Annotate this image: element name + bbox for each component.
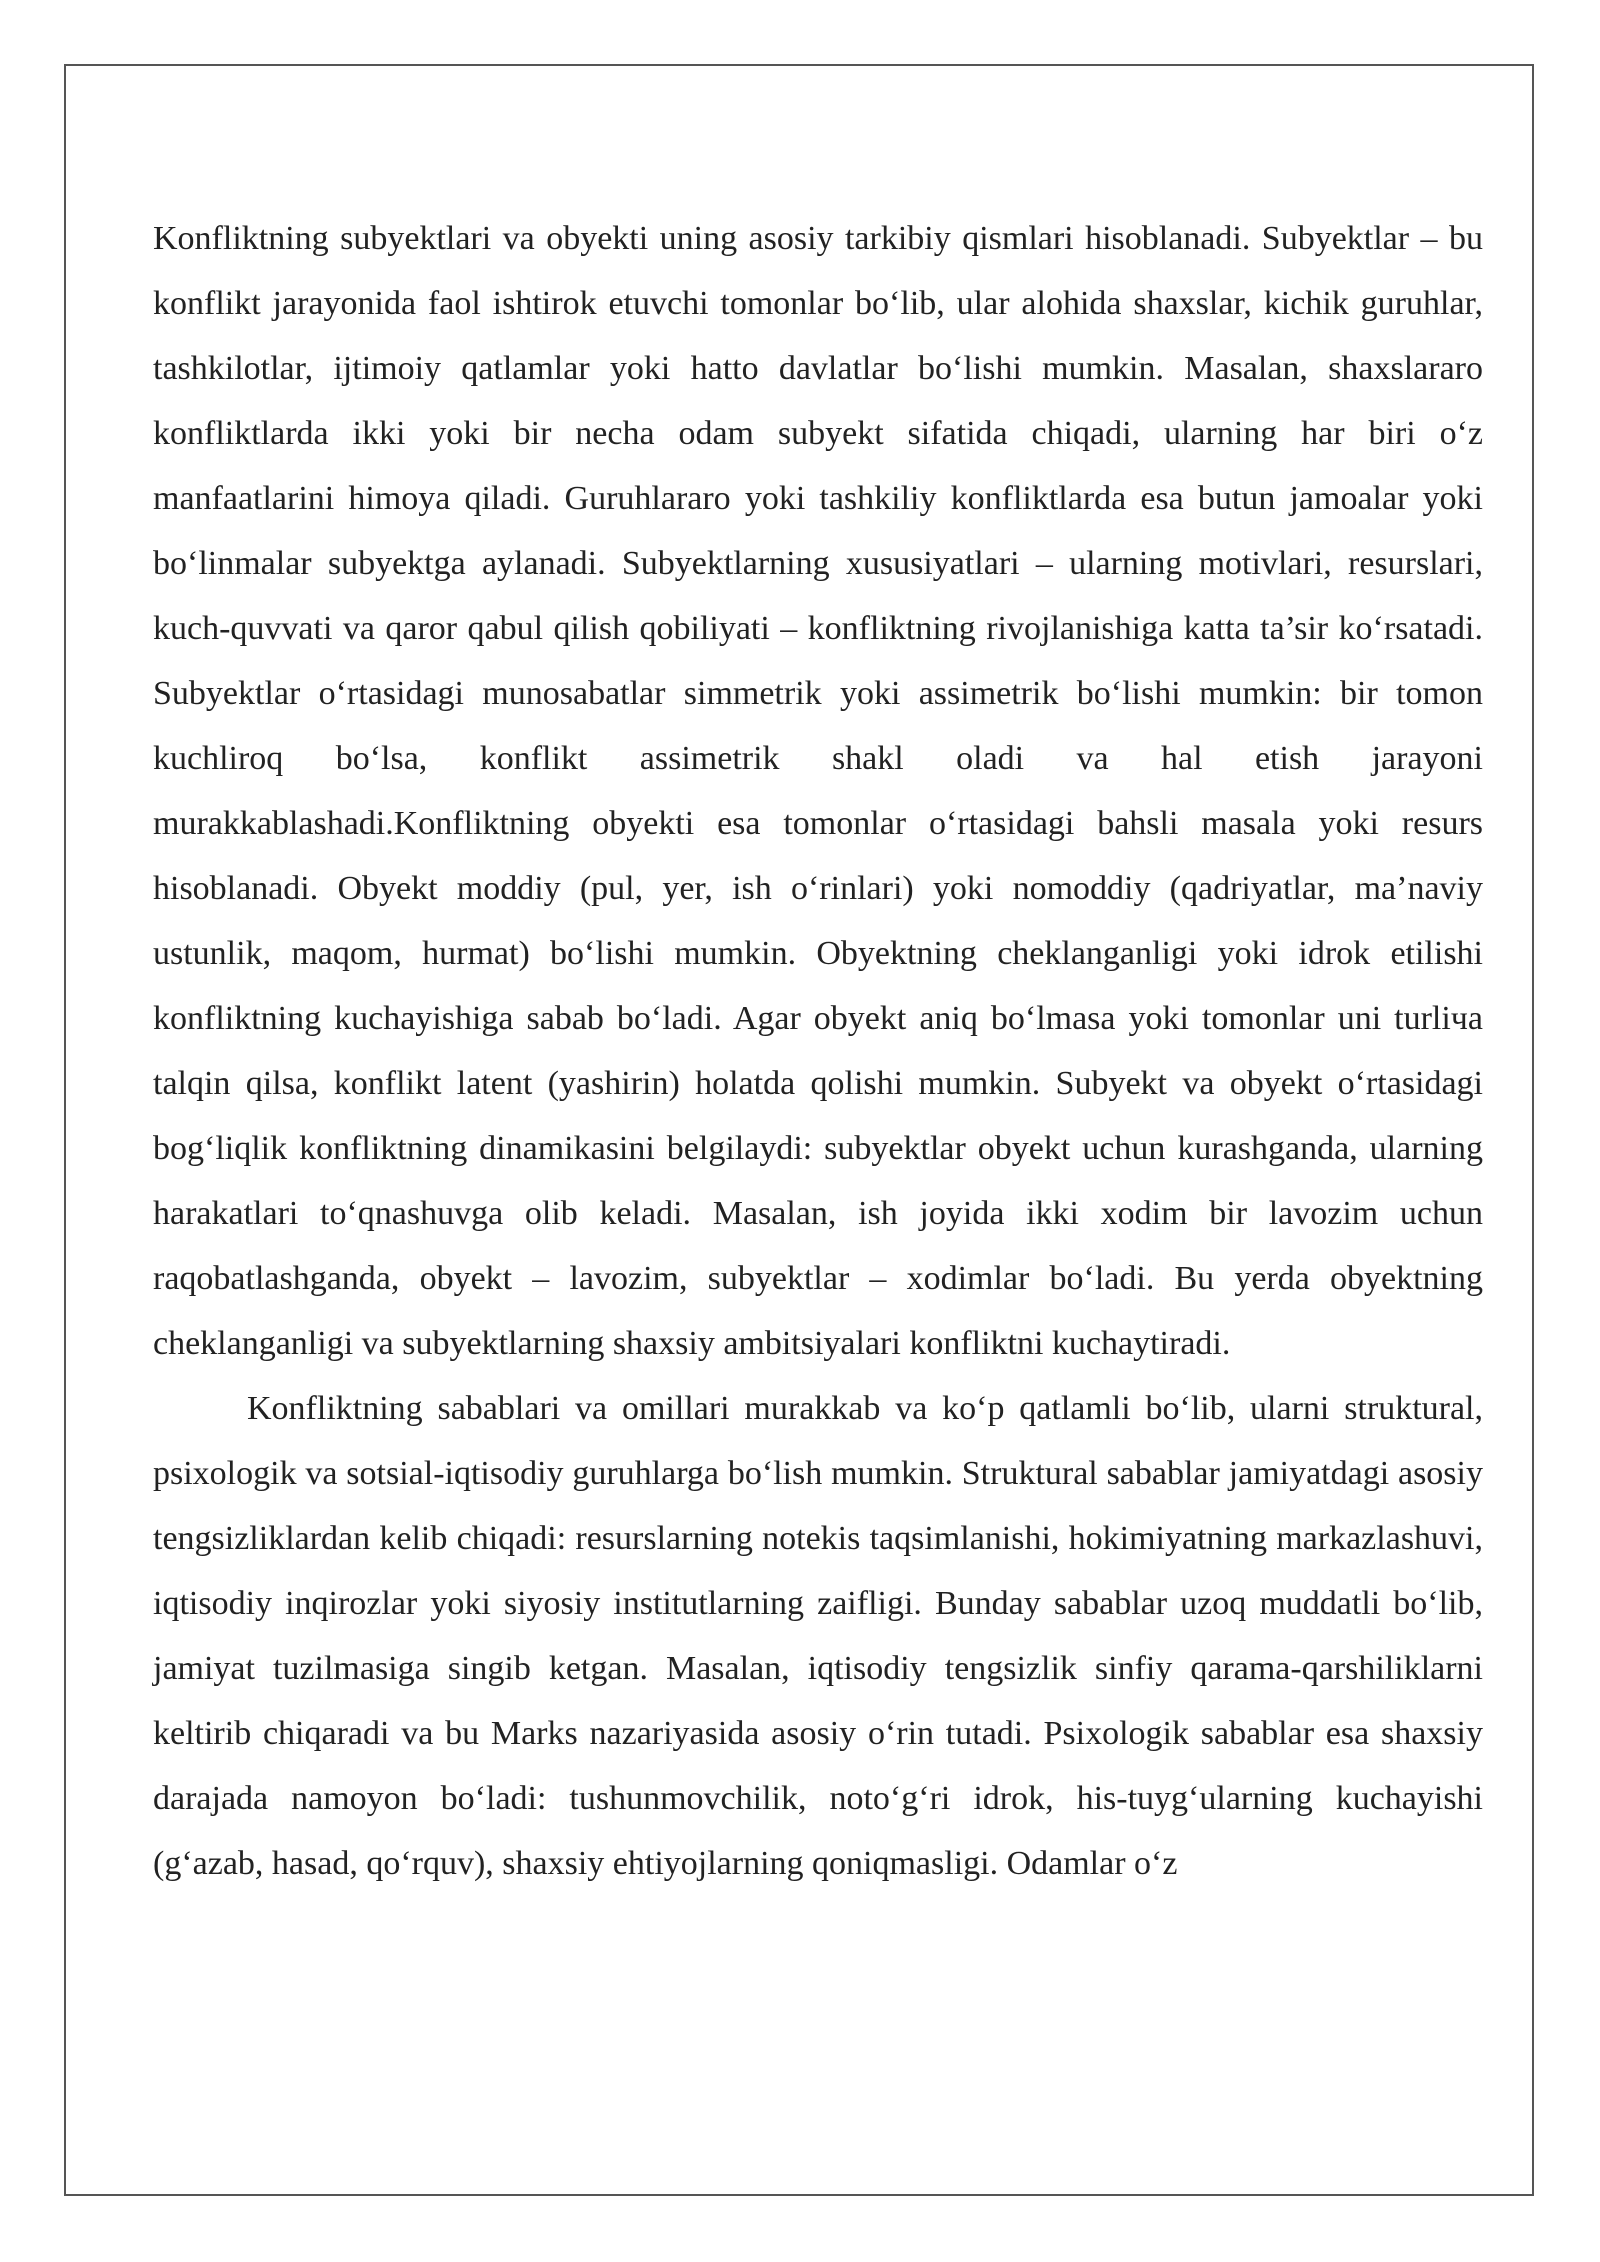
document-body	[153, 206, 1483, 1896]
paragraph-causes-factors: Konfliktning sabablari va omillari murakkab va ko‘p qatlamli bo‘lib, ularni struktural, psixologik va sotsial-iqtisodiy guruhlarga bo‘lish mumkin. Struktural sabablar jamiyatdagi asosiy tengsizliklardan kelib chiqadi: resurslarning notekis taqsimlanishi, hokimiyatning markazlashuvi, iqtisodiy inqirozlar yoki siyosiy institutlarning zaifligi. Bunday sabablar uzoq muddatli bo‘lib, jamiyat tuzilmasiga singib ketgan. Masalan, iqtisodiy tengsizlik sinfiy qarama-qarshiliklarni keltirib chiqaradi va bu Marks nazariyasida asosiy o‘rin tutadi. Psixologik sabablar esa shaxsiy darajada namoyon bo‘ladi: tushunmovchilik, noto‘g‘ri idrok, his-tuyg‘ularning kuchayishi (g‘azab, hasad, qo‘rquv), shaxsiy ehtiyojlarning qoniqmasligi. Odamlar o‘z	[153, 1390, 1483, 1882]
paragraph-subjects-objects: Konfliktning subyektlari va obyekti uning asosiy tarkibiy qismlari hisoblanadi. Subyektlar – bu konflikt jarayonida faol ishtirok etuvchi tomonlar bo‘lib, ular alohida shaxslar, kichik guruhlar, tashkilotlar, ijtimoiy qatlamlar yoki hatto davlatlar bo‘lishi mumkin. Masalan, shaxslararo konfliktlarda ikki yoki bir necha odam subyekt sifatida chiqadi, ularning har biri o‘z manfaatlarini himoya qiladi. Guruhlararo yoki tashkiliy konfliktlarda esa butun jamoalar yoki bo‘linmalar subyektga aylanadi. Subyektlarning xususiyatlari – ularning motivlari, resurslari, kuch-quvvati va qaror qabul qilish qobiliyati – konfliktning rivojlanishiga katta ta’sir ko‘rsatadi. Subyektlar o‘rtasidagi munosabatlar simmetrik yoki assimetrik bo‘lishi mumkin: bir tomon kuchliroq bo‘lsa, konflikt assimetrik shakl oladi va hal etish jarayoni murakkablashadi.Konfliktning obyekti esa tomonlar o‘rtasidagi bahsli masala yoki resurs hisoblanadi. Obyekt moddiy (pul, yer, ish o‘rinlari) yoki nomoddiy (qadriyatlar, ma’naviy ustunlik, maqom, hurmat) bo‘lishi mumkin. Obyektning cheklanganligi yoki idrok etilishi konfliktning kuchayishiga sabab bo‘ladi. Agar obyekt aniq bo‘lmasa yoki tomonlar uni turliча talqin qilsa, konflikt latent (yashirin) holatda qolishi mumkin. Subyekt va obyekt o‘rtasidagi bog‘liqlik konfliktning dinamikasini belgilaydi: subyektlar obyekt uchun kurashganda, ularning harakatlari to‘qnashuvga olib keladi. Masalan, ish joyida ikki xodim bir lavozim uchun raqobatlashganda, obyekt – lavozim, subyektlar – xodimlar bo‘ladi. Bu yerda obyektning cheklanganligi va subyektlarning shaxsiy ambitsiyalari konfliktni kuchaytiradi.	[153, 220, 1483, 1362]
